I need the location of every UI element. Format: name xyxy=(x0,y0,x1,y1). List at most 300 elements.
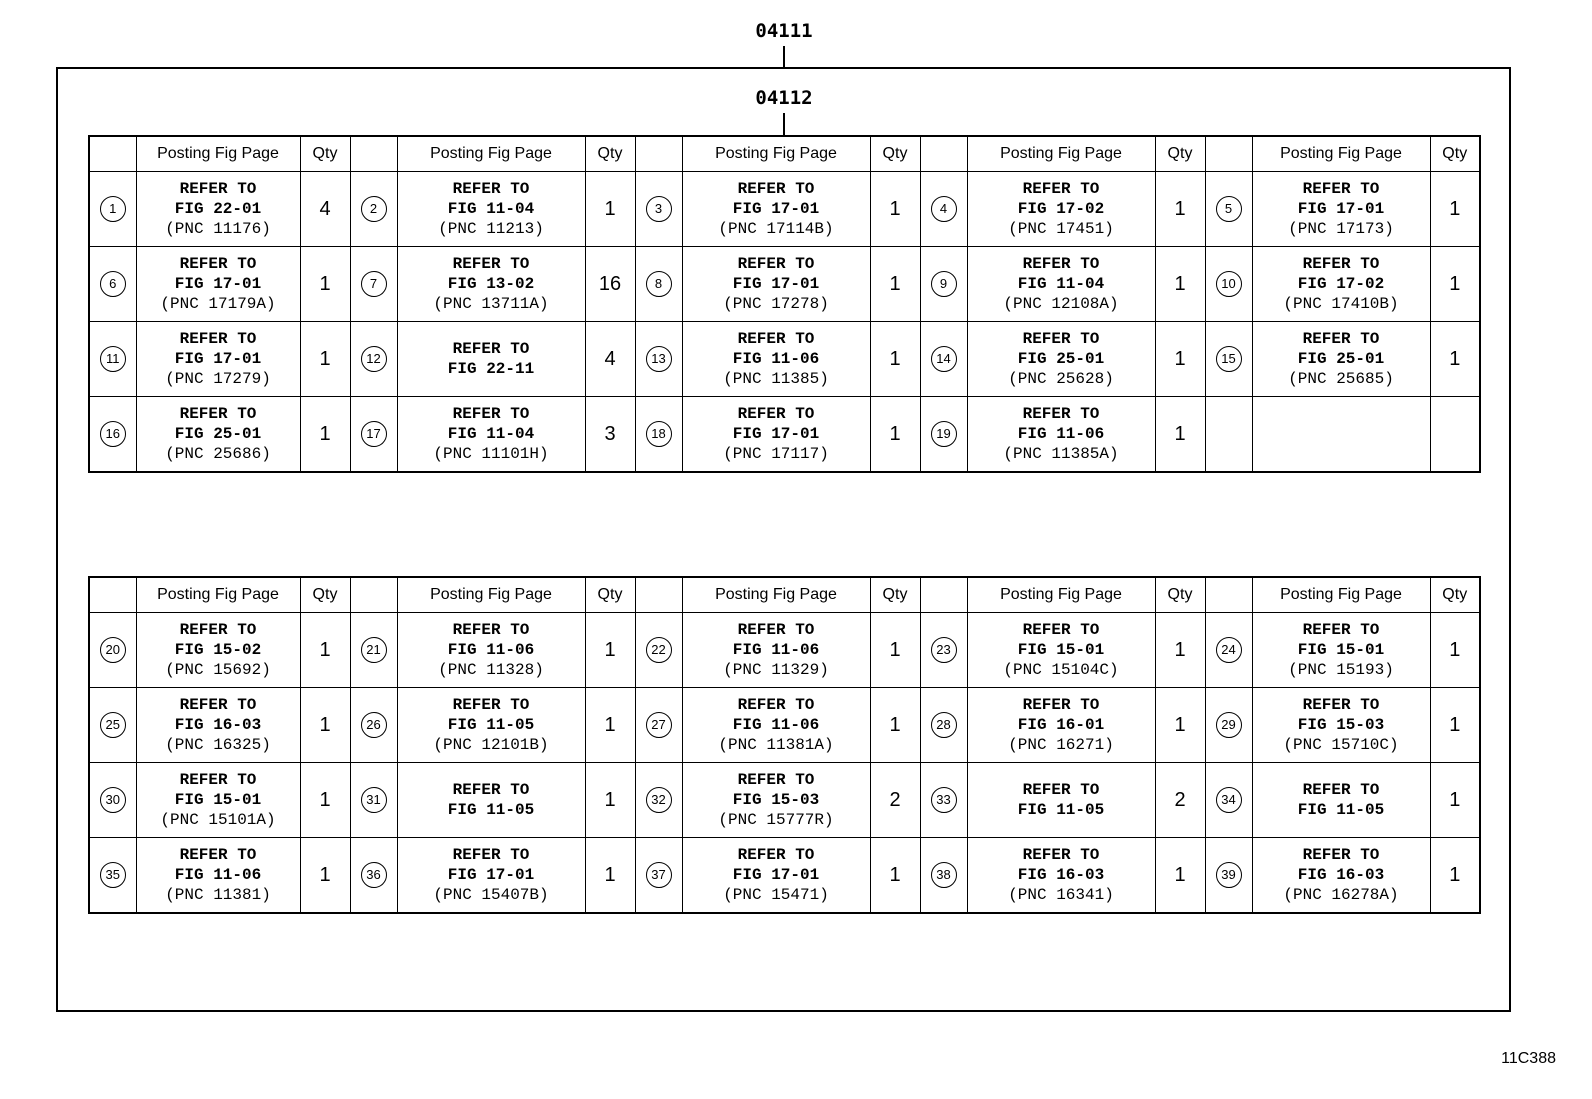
item-number-cell xyxy=(350,613,397,688)
item-number-cell xyxy=(635,397,682,473)
posting-reference xyxy=(136,322,300,397)
pnc-reference: (PNC 17114B) xyxy=(718,220,834,238)
quantity: 2 xyxy=(1155,763,1205,838)
quantity: 1 xyxy=(300,763,350,838)
fig-reference: FIG 13-02 xyxy=(447,275,535,293)
item-number: 6 xyxy=(100,271,126,297)
item-number: 25 xyxy=(100,712,126,738)
item-number: 8 xyxy=(646,271,672,297)
item-number-cell xyxy=(920,688,967,763)
item-number-cell xyxy=(635,172,682,247)
header-qty: Qty xyxy=(585,577,635,613)
fig-reference: FIG 11-05 xyxy=(447,716,535,734)
refer-to-text: REFER TO xyxy=(179,180,257,198)
item-number-cell xyxy=(89,397,136,473)
posting-reference xyxy=(397,247,585,322)
header-index xyxy=(920,577,967,613)
item-number: 32 xyxy=(646,787,672,813)
refer-to-text: REFER TO xyxy=(737,846,815,864)
refer-to-text: REFER TO xyxy=(1302,621,1380,639)
item-number: 29 xyxy=(1216,712,1242,738)
fig-reference: FIG 17-01 xyxy=(732,866,820,884)
posting-reference xyxy=(967,688,1155,763)
quantity: 4 xyxy=(300,172,350,247)
refer-to-text: REFER TO xyxy=(179,405,257,423)
fig-reference: FIG 15-01 xyxy=(174,791,262,809)
leader-line-inner xyxy=(783,113,785,135)
posting-reference xyxy=(1252,688,1430,763)
item-number-cell xyxy=(350,688,397,763)
quantity: 1 xyxy=(1430,613,1480,688)
item-number: 13 xyxy=(646,346,672,372)
posting-reference xyxy=(397,688,585,763)
fig-reference: FIG 15-03 xyxy=(1297,716,1385,734)
refer-to-text: REFER TO xyxy=(1302,255,1380,273)
posting-reference xyxy=(682,838,870,914)
fig-reference: FIG 25-01 xyxy=(1297,350,1385,368)
fig-reference: FIG 17-01 xyxy=(447,866,535,884)
fig-reference: FIG 25-01 xyxy=(1017,350,1105,368)
quantity: 1 xyxy=(300,838,350,914)
fig-reference: FIG 11-05 xyxy=(1017,801,1105,819)
posting-reference xyxy=(682,397,870,473)
table-row xyxy=(89,172,1480,247)
posting-reference xyxy=(397,172,585,247)
quantity: 1 xyxy=(300,322,350,397)
item-number: 21 xyxy=(361,637,387,663)
parts-table-upper xyxy=(88,135,1481,473)
header-index xyxy=(635,136,682,172)
posting-reference xyxy=(1252,838,1430,914)
pnc-reference: (PNC 11385A) xyxy=(1003,445,1119,463)
fig-reference: FIG 11-06 xyxy=(174,866,262,884)
pnc-reference: (PNC 17410B) xyxy=(1283,295,1399,313)
header-index xyxy=(89,136,136,172)
posting-reference xyxy=(682,322,870,397)
item-number: 20 xyxy=(100,637,126,663)
item-number-cell xyxy=(89,688,136,763)
posting-reference xyxy=(136,247,300,322)
quantity: 1 xyxy=(1430,838,1480,914)
pnc-reference: (PNC 15104C) xyxy=(1003,661,1119,679)
header-index xyxy=(350,136,397,172)
pnc-reference: (PNC 11101H) xyxy=(433,445,549,463)
item-number: 15 xyxy=(1216,346,1242,372)
quantity: 1 xyxy=(300,688,350,763)
pnc-reference: (PNC 11176) xyxy=(165,220,271,238)
fig-reference: FIG 22-01 xyxy=(174,200,262,218)
quantity: 1 xyxy=(300,247,350,322)
pnc-reference: (PNC 17173) xyxy=(1288,220,1394,238)
quantity: 1 xyxy=(1155,322,1205,397)
fig-reference: FIG 15-01 xyxy=(1297,641,1385,659)
fig-reference: FIG 11-06 xyxy=(447,641,535,659)
pnc-reference: (PNC 12108A) xyxy=(1003,295,1119,313)
fig-reference: FIG 17-01 xyxy=(732,425,820,443)
item-number-cell xyxy=(1205,397,1252,473)
quantity: 1 xyxy=(300,397,350,473)
quantity: 1 xyxy=(1155,838,1205,914)
table-row xyxy=(89,613,1480,688)
posting-reference xyxy=(397,763,585,838)
quantity: 2 xyxy=(870,763,920,838)
pnc-reference: (PNC 11213) xyxy=(438,220,544,238)
item-number: 2 xyxy=(361,196,387,222)
posting-reference xyxy=(682,688,870,763)
item-number: 19 xyxy=(931,421,957,447)
posting-reference xyxy=(1252,397,1430,473)
pnc-reference: (PNC 16278A) xyxy=(1283,886,1399,904)
item-number: 38 xyxy=(931,862,957,888)
header-qty: Qty xyxy=(1430,136,1480,172)
item-number-cell xyxy=(635,322,682,397)
refer-to-text: REFER TO xyxy=(452,405,530,423)
item-number: 3 xyxy=(646,196,672,222)
refer-to-text: REFER TO xyxy=(179,771,257,789)
refer-to-text: REFER TO xyxy=(737,696,815,714)
header-index xyxy=(1205,136,1252,172)
fig-reference: FIG 17-01 xyxy=(732,200,820,218)
item-number: 5 xyxy=(1216,196,1242,222)
refer-to-text: REFER TO xyxy=(737,405,815,423)
refer-to-text: REFER TO xyxy=(1022,696,1100,714)
fig-reference: FIG 11-04 xyxy=(447,425,535,443)
header-posting-fig-page: Posting Fig Page xyxy=(397,136,585,172)
posting-reference xyxy=(967,172,1155,247)
posting-reference xyxy=(1252,172,1430,247)
item-number-cell xyxy=(89,247,136,322)
quantity: 1 xyxy=(870,838,920,914)
item-number: 1 xyxy=(100,196,126,222)
quantity: 1 xyxy=(1430,322,1480,397)
item-number: 36 xyxy=(361,862,387,888)
header-qty: Qty xyxy=(300,577,350,613)
item-number-cell xyxy=(89,172,136,247)
refer-to-text: REFER TO xyxy=(452,846,530,864)
quantity: 1 xyxy=(585,838,635,914)
fig-reference: FIG 17-02 xyxy=(1297,275,1385,293)
item-number-cell xyxy=(350,172,397,247)
header-index xyxy=(635,577,682,613)
pnc-reference: (PNC 25685) xyxy=(1288,370,1394,388)
posting-reference xyxy=(136,613,300,688)
item-number-cell xyxy=(1205,322,1252,397)
item-number: 16 xyxy=(100,421,126,447)
item-number-cell xyxy=(920,838,967,914)
fig-reference: FIG 11-06 xyxy=(732,641,820,659)
fig-reference: FIG 15-03 xyxy=(732,791,820,809)
pnc-reference: (PNC 16325) xyxy=(165,736,271,754)
refer-to-text: REFER TO xyxy=(452,255,530,273)
quantity: 1 xyxy=(585,613,635,688)
posting-reference xyxy=(136,838,300,914)
item-number-cell xyxy=(1205,688,1252,763)
item-number: 39 xyxy=(1216,862,1242,888)
header-index xyxy=(89,577,136,613)
fig-reference: FIG 17-01 xyxy=(174,275,262,293)
quantity: 1 xyxy=(1155,247,1205,322)
item-number: 24 xyxy=(1216,637,1242,663)
assembly-label-inner: 04112 xyxy=(755,87,813,109)
quantity: 4 xyxy=(585,322,635,397)
pnc-reference: (PNC 17117) xyxy=(723,445,829,463)
header-index xyxy=(1205,577,1252,613)
fig-reference: FIG 11-05 xyxy=(1297,801,1385,819)
leader-line-outer xyxy=(783,46,785,67)
pnc-reference: (PNC 16341) xyxy=(1008,886,1114,904)
item-number: 11 xyxy=(100,346,126,372)
item-number-cell xyxy=(920,613,967,688)
refer-to-text: REFER TO xyxy=(737,255,815,273)
posting-reference xyxy=(967,838,1155,914)
fig-reference: FIG 15-02 xyxy=(174,641,262,659)
fig-reference: FIG 11-05 xyxy=(447,801,535,819)
item-number: 10 xyxy=(1216,271,1242,297)
pnc-reference: (PNC 16271) xyxy=(1008,736,1114,754)
quantity: 16 xyxy=(585,247,635,322)
table-row xyxy=(89,763,1480,838)
refer-to-text: REFER TO xyxy=(452,621,530,639)
refer-to-text: REFER TO xyxy=(1302,696,1380,714)
item-number-cell xyxy=(635,247,682,322)
quantity: 1 xyxy=(1430,763,1480,838)
pnc-reference: (PNC 15777R) xyxy=(718,811,834,829)
posting-reference xyxy=(1252,613,1430,688)
header-posting-fig-page: Posting Fig Page xyxy=(136,577,300,613)
posting-reference xyxy=(682,763,870,838)
refer-to-text: REFER TO xyxy=(179,846,257,864)
refer-to-text: REFER TO xyxy=(737,180,815,198)
item-number-cell xyxy=(920,397,967,473)
header-index xyxy=(350,577,397,613)
refer-to-text: REFER TO xyxy=(737,330,815,348)
fig-reference: FIG 22-11 xyxy=(447,360,535,378)
item-number: 34 xyxy=(1216,787,1242,813)
quantity: 1 xyxy=(585,172,635,247)
item-number: 17 xyxy=(361,421,387,447)
quantity: 1 xyxy=(1155,613,1205,688)
quantity: 1 xyxy=(870,247,920,322)
refer-to-text: REFER TO xyxy=(179,255,257,273)
posting-reference xyxy=(397,322,585,397)
posting-reference xyxy=(397,613,585,688)
header-posting-fig-page: Posting Fig Page xyxy=(682,577,870,613)
fig-reference: FIG 16-03 xyxy=(1017,866,1105,884)
item-number: 30 xyxy=(100,787,126,813)
item-number-cell xyxy=(350,763,397,838)
item-number-cell xyxy=(350,397,397,473)
refer-to-text: REFER TO xyxy=(179,696,257,714)
fig-reference: FIG 16-03 xyxy=(174,716,262,734)
pnc-reference: (PNC 17278) xyxy=(723,295,829,313)
refer-to-text: REFER TO xyxy=(1022,330,1100,348)
refer-to-text: REFER TO xyxy=(452,180,530,198)
item-number: 37 xyxy=(646,862,672,888)
quantity: 1 xyxy=(870,322,920,397)
header-qty: Qty xyxy=(1155,577,1205,613)
posting-reference xyxy=(967,247,1155,322)
quantity: 1 xyxy=(1155,397,1205,473)
item-number-cell xyxy=(350,322,397,397)
refer-to-text: REFER TO xyxy=(1302,781,1380,799)
header-qty: Qty xyxy=(1430,577,1480,613)
item-number: 27 xyxy=(646,712,672,738)
header-row xyxy=(89,577,1480,613)
item-number-cell xyxy=(635,688,682,763)
pnc-reference: (PNC 25686) xyxy=(165,445,271,463)
pnc-reference: (PNC 15471) xyxy=(723,886,829,904)
item-number-cell xyxy=(635,613,682,688)
fig-reference: FIG 15-01 xyxy=(1017,641,1105,659)
header-qty: Qty xyxy=(1155,136,1205,172)
pnc-reference: (PNC 25628) xyxy=(1008,370,1114,388)
header-index xyxy=(920,136,967,172)
item-number-cell xyxy=(920,763,967,838)
quantity: 1 xyxy=(300,613,350,688)
quantity: 1 xyxy=(870,613,920,688)
item-number: 18 xyxy=(646,421,672,447)
table-row xyxy=(89,322,1480,397)
posting-reference xyxy=(136,397,300,473)
refer-to-text: REFER TO xyxy=(737,771,815,789)
posting-reference xyxy=(136,172,300,247)
quantity: 1 xyxy=(585,763,635,838)
item-number: 7 xyxy=(361,271,387,297)
pnc-reference: (PNC 12101B) xyxy=(433,736,549,754)
refer-to-text: REFER TO xyxy=(1022,405,1100,423)
fig-reference: FIG 11-06 xyxy=(732,716,820,734)
posting-reference xyxy=(397,397,585,473)
refer-to-text: REFER TO xyxy=(1022,781,1100,799)
item-number-cell xyxy=(920,247,967,322)
item-number: 23 xyxy=(931,637,957,663)
pnc-reference: (PNC 15193) xyxy=(1288,661,1394,679)
pnc-reference: (PNC 15692) xyxy=(165,661,271,679)
posting-reference xyxy=(967,613,1155,688)
item-number-cell xyxy=(635,763,682,838)
item-number-cell xyxy=(350,838,397,914)
item-number: 28 xyxy=(931,712,957,738)
assembly-label-outer: 04111 xyxy=(755,20,813,42)
item-number: 33 xyxy=(931,787,957,813)
refer-to-text: REFER TO xyxy=(452,696,530,714)
posting-reference xyxy=(1252,247,1430,322)
figure-code: 11C388 xyxy=(1501,1050,1556,1067)
header-qty: Qty xyxy=(870,136,920,172)
header-qty: Qty xyxy=(300,136,350,172)
header-posting-fig-page: Posting Fig Page xyxy=(682,136,870,172)
parts-table-lower xyxy=(88,576,1481,914)
quantity: 3 xyxy=(585,397,635,473)
item-number-cell xyxy=(635,838,682,914)
posting-reference xyxy=(1252,322,1430,397)
header-posting-fig-page: Posting Fig Page xyxy=(967,577,1155,613)
item-number-cell xyxy=(1205,172,1252,247)
posting-reference xyxy=(967,397,1155,473)
fig-reference: FIG 17-02 xyxy=(1017,200,1105,218)
fig-reference: FIG 17-01 xyxy=(1297,200,1385,218)
fig-reference: FIG 17-01 xyxy=(732,275,820,293)
posting-reference xyxy=(136,688,300,763)
item-number: 31 xyxy=(361,787,387,813)
refer-to-text: REFER TO xyxy=(452,781,530,799)
refer-to-text: REFER TO xyxy=(179,621,257,639)
header-qty: Qty xyxy=(870,577,920,613)
item-number-cell xyxy=(1205,613,1252,688)
fig-reference: FIG 17-01 xyxy=(174,350,262,368)
header-posting-fig-page: Posting Fig Page xyxy=(397,577,585,613)
quantity: 1 xyxy=(1430,172,1480,247)
header-posting-fig-page: Posting Fig Page xyxy=(1252,136,1430,172)
fig-reference: FIG 11-04 xyxy=(1017,275,1105,293)
fig-reference: FIG 11-04 xyxy=(447,200,535,218)
item-number: 14 xyxy=(931,346,957,372)
table-row xyxy=(89,247,1480,322)
table-row xyxy=(89,397,1480,473)
item-number: 9 xyxy=(931,271,957,297)
quantity: 1 xyxy=(870,688,920,763)
item-number-cell xyxy=(920,172,967,247)
pnc-reference: (PNC 17451) xyxy=(1008,220,1114,238)
item-number-cell xyxy=(89,613,136,688)
quantity: 1 xyxy=(1155,688,1205,763)
item-number-cell xyxy=(920,322,967,397)
table-row xyxy=(89,838,1480,914)
posting-reference xyxy=(682,613,870,688)
fig-reference: FIG 25-01 xyxy=(174,425,262,443)
header-row xyxy=(89,136,1480,172)
quantity: 1 xyxy=(870,172,920,247)
quantity: 1 xyxy=(1430,247,1480,322)
item-number: 4 xyxy=(931,196,957,222)
item-number-cell xyxy=(89,763,136,838)
refer-to-text: REFER TO xyxy=(1022,621,1100,639)
fig-reference: FIG 11-06 xyxy=(732,350,820,368)
item-number: 35 xyxy=(100,862,126,888)
pnc-reference: (PNC 15101A) xyxy=(160,811,276,829)
header-posting-fig-page: Posting Fig Page xyxy=(136,136,300,172)
pnc-reference: (PNC 17179A) xyxy=(160,295,276,313)
refer-to-text: REFER TO xyxy=(737,621,815,639)
item-number: 26 xyxy=(361,712,387,738)
refer-to-text: REFER TO xyxy=(1022,846,1100,864)
pnc-reference: (PNC 11381) xyxy=(165,886,271,904)
pnc-reference: (PNC 11328) xyxy=(438,661,544,679)
refer-to-text: REFER TO xyxy=(1022,180,1100,198)
quantity: 1 xyxy=(585,688,635,763)
pnc-reference: (PNC 11329) xyxy=(723,661,829,679)
posting-reference xyxy=(136,763,300,838)
quantity xyxy=(1430,397,1480,473)
table-row xyxy=(89,688,1480,763)
item-number: 22 xyxy=(646,637,672,663)
item-number-cell xyxy=(1205,247,1252,322)
refer-to-text: REFER TO xyxy=(1302,846,1380,864)
quantity: 1 xyxy=(1155,172,1205,247)
posting-reference xyxy=(682,172,870,247)
item-number: 12 xyxy=(361,346,387,372)
pnc-reference: (PNC 17279) xyxy=(165,370,271,388)
refer-to-text: REFER TO xyxy=(1022,255,1100,273)
refer-to-text: REFER TO xyxy=(1302,180,1380,198)
pnc-reference: (PNC 11385) xyxy=(723,370,829,388)
refer-to-text: REFER TO xyxy=(452,340,530,358)
refer-to-text: REFER TO xyxy=(179,330,257,348)
posting-reference xyxy=(967,322,1155,397)
item-number-cell xyxy=(1205,838,1252,914)
fig-reference: FIG 11-06 xyxy=(1017,425,1105,443)
item-number-cell xyxy=(89,838,136,914)
